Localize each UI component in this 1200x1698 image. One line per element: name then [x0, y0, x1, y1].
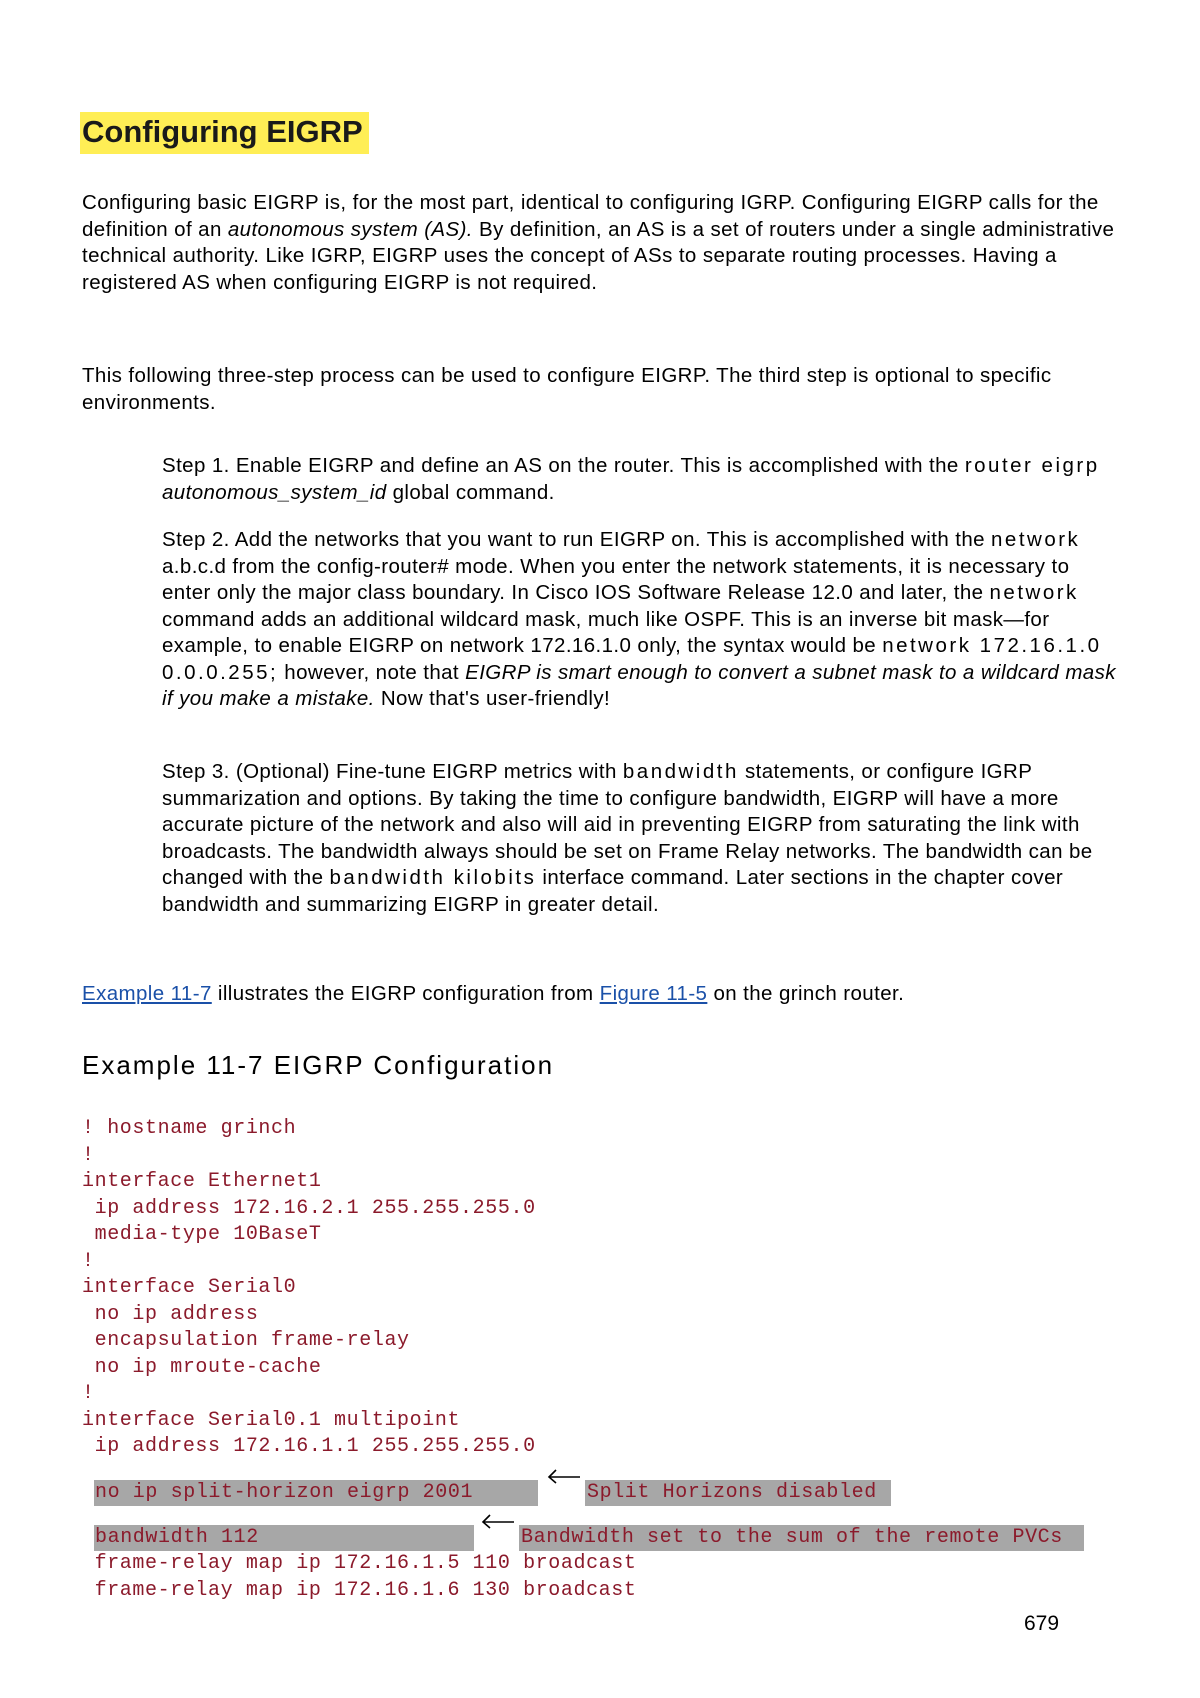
code-line: ip address 172.16.2.1 255.255.255.0 [82, 1196, 536, 1220]
step-2 [162, 527, 1122, 713]
code-line: interface Serial0 [82, 1276, 297, 1299]
step-3-command-bandwidth: bandwidth [622, 760, 739, 783]
example-11-7-link[interactable]: Example 11-7 [82, 982, 212, 1005]
intro-text-cont: By definition, an AS is a set of routers under a single administrative technical authority. Like IGRP, EIGRP uses the concept of ASs to separate routing processes. Having a registered AS when configuring EIGRP is not required. [82, 217, 1115, 294]
step-2-command-example: network 172.16.1.0 0.0.0.255; [162, 634, 1102, 684]
code-line: ip address 172.16.1.1 255.255.255.0 [82, 1435, 536, 1458]
code-line: ! [82, 1249, 95, 1273]
step-2-text-e: Now that's user-friendly! [374, 687, 611, 710]
annotation-bandwidth: Bandwidth set to the sum of the remote PVCs [521, 1526, 1063, 1549]
code-bandwidth: bandwidth 112 [95, 1526, 259, 1549]
code-line: interface Ethernet1 [82, 1170, 322, 1193]
step-2-command-network-2: network [989, 581, 1079, 604]
code-line: frame-relay map ip 172.16.1.5 110 broadcast [82, 1552, 637, 1575]
annotation-split-horizons: Split Horizons disabled [587, 1481, 877, 1504]
step-1-command: router eigrp [964, 454, 1100, 477]
step-1-text-end: global command. [386, 480, 555, 504]
step-3 [162, 759, 1122, 918]
code-line: media-type 10BaseT [82, 1223, 322, 1246]
intro-paragraph-2: This following three-step process can be used to configure EIGRP. The third step is optional to specific environments. [82, 364, 1052, 414]
code-block-tail [82, 1551, 637, 1604]
step-2-command-network: network [991, 528, 1081, 551]
code-line: ! [82, 1143, 95, 1167]
arrow-left-icon [480, 1512, 516, 1530]
arrow-left-icon [546, 1467, 582, 1485]
code-line: interface Serial0.1 multipoint [82, 1408, 461, 1432]
example-title: Example 11-7 EIGRP Configuration [82, 1050, 555, 1080]
figure-11-5-link[interactable]: Figure 11-5 [599, 982, 708, 1005]
step-3-text-b: statements, or configure IGRP summarization and options. By taking the time to configure bandwidth, EIGRP will have a more accurate picture of the network and also will aid in preventing EIGRP from saturating the link with broadcasts. The bandwidth always should be set on Frame Relay networks. The bandwidth can be changed with the [162, 760, 1093, 889]
section-title: Configuring EIGRP [80, 112, 369, 154]
code-split-horizon: no ip split-horizon eigrp 2001 [95, 1481, 474, 1504]
reference-text: illustrates the EIGRP configuration from [211, 982, 600, 1005]
code-line: ! [82, 1382, 95, 1405]
step-2-text-b: a.b.c.d from the config-router# mode. When you enter the network statements, it is necessary to enter only the major class boundary. In Cisco IOS Software Release 12.0 and later, the [162, 554, 1070, 604]
page-number: 679 [1024, 1612, 1060, 1635]
step-1 [162, 453, 1122, 506]
step-1-text: Step 1. Enable EIGRP and define an AS on the router. This is accomplished with the [162, 454, 965, 477]
step-3-text-c: interface command. Later sections in the chapter cover bandwidth and summarizing EIGRP in greater detail. [162, 866, 1064, 916]
step-2-emphasis: EIGRP is smart enough to convert a subnet mask to a wildcard mask if you make a mistake. [162, 660, 1116, 710]
step-3-text: Step 3. (Optional) Fine-tune EIGRP metrics with [162, 760, 623, 783]
example-reference [82, 981, 1122, 1008]
code-line: no ip address [82, 1302, 259, 1326]
intro-emphasis: autonomous system (AS). [227, 217, 473, 241]
step-2-text: Step 2. Add the networks that you want to run EIGRP on. This is accomplished with the [162, 528, 992, 551]
step-2-text-d: however, note that [278, 660, 466, 684]
code-line: frame-relay map ip 172.16.1.6 130 broadcast [82, 1578, 637, 1602]
code-block [82, 1116, 536, 1461]
intro-paragraph-1 [82, 190, 1122, 296]
step-1-argument: autonomous_system_id [162, 480, 387, 504]
code-line: encapsulation frame-relay [82, 1329, 410, 1352]
step-3-command-bandwidth-kilobits: bandwidth kilobits [329, 866, 537, 889]
reference-text-end: on the grinch router. [707, 982, 905, 1005]
code-line: no ip mroute-cache [82, 1355, 322, 1379]
code-line: ! hostname grinch [82, 1117, 297, 1140]
step-2-text-c: command adds an additional wildcard mask, much like OSPF. This is an inverse bit mask—for example, to enable EIGRP on network 172.16.1.0 only, the syntax would be [162, 607, 1050, 657]
intro-text: Configuring basic EIGRP is, for the most part, identical to configuring IGRP. Configuring EIGRP calls for the definition of an [82, 191, 1099, 241]
